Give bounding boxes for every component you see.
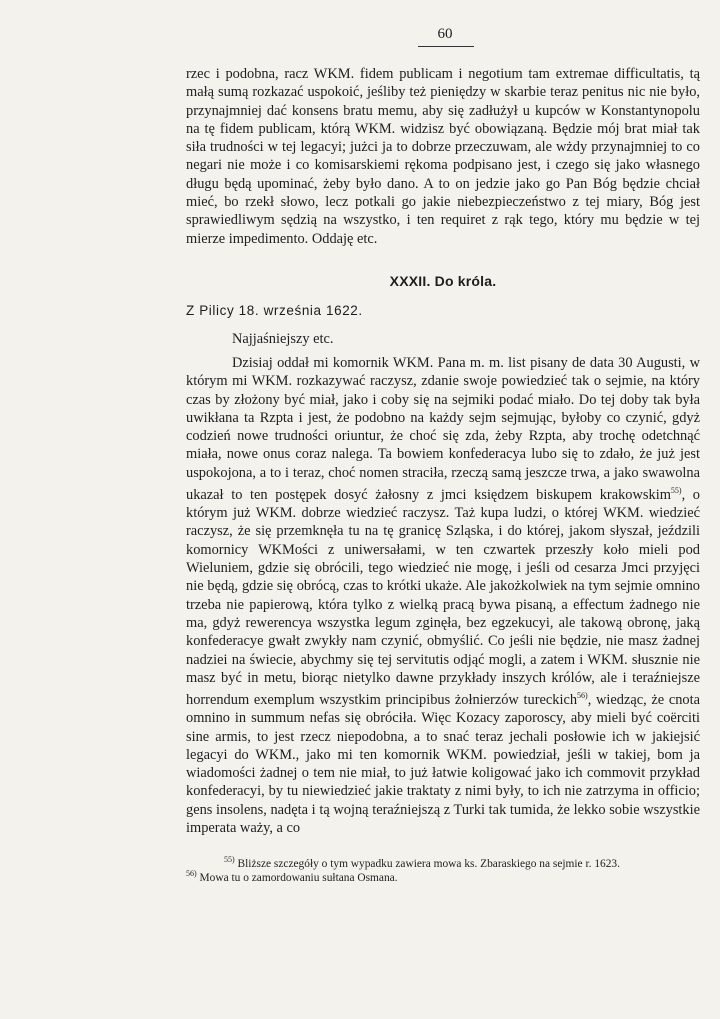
footnote-56 [186,867,700,885]
main-paragraph-part1: Dzisiaj oddał mi komornik WKM. Pana m. m. list pisany de data 30 Augusti, w którym mi WKM. rozkazywać raczysz, zdanie swoje powiedzieć tak o sejmie, na który czas by złożony być miał, jako i coby się na sejmiki podać miało. Do tej doby tak była uwikłana ta Rzpta i jest, że podobno na każdy sejm sejmując, byłoby co czynić, gdyż codzień nowe trudności oriuntur, że choć się zda, żeby Rzpta, aby trochę odetchnąć miała, nowe onus coraz nalega. Ta bowiem konfederacya lubo się to zdało, że już jest uspokojona, a to i teraz, choć nomen straciła, rzeczą samą jeszcze trwa, a jako swawolna ukazał to ten postępek dosyć żałosny z jmci księdzem biskupem krakowskim [186,355,700,503]
main-paragraph [186,354,700,837]
top-paragraph: rzec i podobna, racz WKM. fidem publicam i negotium tam extremae difficultatis, tą małą sumą rozkazać uspokoić, jeśliby też pieniędzy w skarbie teraz penitus nic nie było, przynajmniej dać konsens bratu memu, aby się zadłużył u kupców w Konstantynopolu na tę fidem publicam, którą WKM. widzisz być obowiązaną. Będzie mój brat miał tak siła trudności w tej legacyi; jużci ja to dobrze przeczuwam, ale wżdy przynajmniej to co negari nie może i co komisarskiemi rękoma podpisano jest, i czego się jako własnego długu będą upominać, żeby było dano. A to on jedzie jako go Pan Bóg będzie chciał mieć, bo rzekł słowo, lecz potkali go jakie niebezpieczeństwo z tej miary, Bóg jest sprawiedliwym sędzią na wszystko, i ten requiret z rąk tego, który mu będzie w tej mierze impedimento. Oddaję etc. [186,66,700,247]
footnote-reference-56: 56) [577,691,588,701]
page-number-rule [418,46,474,47]
main-paragraph-part2: , o którym już WKM. dobrze wiedzieć raczysz. Taż kupa ludzi, o której WKM. wiedzieć raczysz, że się przemknęła tu na tę granicę Szląska, i do której, jakom słyszał, jeździli komornicy WKMości z uniwersałami, w ten czwartek przeszły koło mieli pod Wieluniem, gdzie się obrócili, tego wiedzieć nie mogę, i jeśli od cesarza Jmci przyjęci nie będą, gdzie się obrócą, czas to krótki ukaże. Ale jakożkolwiek na tym sejmie omnino trzeba nie papierową, która tylko z wielką pracą bywa pisaną, a effectum żadnego nie ma, gdyż rewerencya wszystka legum zginęła, bez egzekucyi, ale takową obronę, jaką konfederacye gwałt zwykły nam czynić, obmyślić. Co jeśli nie będzie, nie masz żadnej nadziei na świecie, abychmy się tej servitutis odjąć mogli, a zatem i WKM. słusznie nie masz być in metu, biorąc nietylko dawne przykłady inszych królów, ale i teraźniejsze horrendum exemplum wszystkim principibus żołnierzów tureckich [186,486,701,708]
main-paragraph-part3: , wiedząc, że cnota omnino in summum nefas się obróciła. Więc Kozacy zaporoscy, aby mieli być coërciti sine armis, to jest rzecz niepodobna, a to snać teraz jechali posłowie ich w jakiejsić legacyi do WKM., jako mi ten komornik WKM. powiedział, jeśli w takiej, bom ja wiadomości żadnej o tem nie miał, to już łatwie koligować jako ich commovit przykład konfederacyi, by tu niewiedzieć jakie traktaty z nimi były, to ich nie zatrzyma in officio; gens insolens, nadęta i tą wojną teraźniejszą z Turki tak tumida, że lekko sobie wszystkie imperata waży, a co [186,691,701,837]
letter-salutation: Najjaśniejszy etc. [232,331,334,347]
footnote-text: Bliższe szczegóły o tym wypadku zawiera mowa ks. Zbaraskiego na sejmie r. 1623. [237,857,620,870]
letter-heading: XXXII. Do króla. [389,273,497,289]
footnote-mark: 56) [186,869,197,878]
footnote-mark: 55) [224,855,235,864]
footnote-reference-55: 55) [670,486,682,496]
footnote-text: Mowa tu o zamordowaniu sułtana Osmana. [199,871,398,884]
letter-dateline: Z Pilicy 18. września 1622. [186,303,363,318]
page-number: 60 [437,26,453,42]
